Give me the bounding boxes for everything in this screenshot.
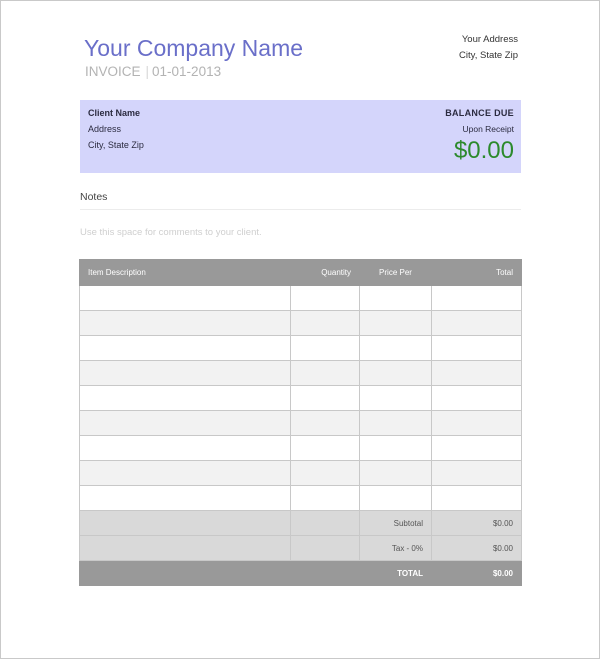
total-row (80, 561, 522, 586)
quantity-cell[interactable] (291, 386, 360, 411)
item-description-cell[interactable] (80, 286, 291, 311)
invoice-title-line (85, 64, 221, 79)
price-per-cell[interactable] (360, 286, 432, 311)
quantity-cell[interactable] (291, 336, 360, 361)
subtotal-blank-cell (291, 511, 360, 536)
price-per-cell[interactable] (360, 486, 432, 511)
company-city-state-zip: City, State Zip (459, 50, 518, 61)
price-per-cell[interactable] (360, 361, 432, 386)
quantity-cell[interactable] (291, 486, 360, 511)
quantity-cell[interactable] (291, 311, 360, 336)
quantity-cell[interactable] (291, 436, 360, 461)
total-cell[interactable] (432, 311, 522, 336)
item-description-cell[interactable] (80, 311, 291, 336)
client-city-state-zip: City, State Zip (88, 140, 144, 150)
item-description-cell[interactable] (80, 411, 291, 436)
tax-blank-cell (291, 536, 360, 561)
quantity-cell[interactable] (291, 461, 360, 486)
total-cell[interactable] (432, 336, 522, 361)
client-address: Address (88, 124, 122, 134)
total-cell[interactable] (432, 286, 522, 311)
items-table-header (80, 260, 522, 286)
notes-field[interactable]: Use this space for comments to your client. (80, 227, 262, 238)
item-description-cell[interactable] (80, 361, 291, 386)
table-row (80, 461, 522, 486)
balance-due-label: BALANCE DUE (445, 108, 514, 118)
table-row (80, 436, 522, 461)
table-row (80, 336, 522, 361)
column-header-price-per: Price Per (360, 260, 432, 286)
total-cell[interactable] (432, 461, 522, 486)
invoice-date: 01-01-2013 (152, 64, 222, 79)
invoice-label: INVOICE (85, 64, 141, 79)
total-cell[interactable] (432, 386, 522, 411)
tax-value: $0.00 (432, 536, 522, 561)
item-description-cell[interactable] (80, 336, 291, 361)
column-header-item-description: Item Description (80, 260, 291, 286)
item-description-cell[interactable] (80, 486, 291, 511)
subtotal-value: $0.00 (432, 511, 522, 536)
notes-title: Notes (80, 191, 108, 203)
price-per-cell[interactable] (360, 386, 432, 411)
item-description-cell[interactable] (80, 436, 291, 461)
table-row (80, 286, 522, 311)
balance-due-amount: $0.00 (453, 137, 514, 164)
price-per-cell[interactable] (360, 311, 432, 336)
total-cell[interactable] (432, 436, 522, 461)
total-cell[interactable] (432, 361, 522, 386)
total-cell[interactable] (432, 486, 522, 511)
table-row (80, 311, 522, 336)
company-address: Your Address (461, 34, 518, 45)
table-row (80, 486, 522, 511)
total-label: TOTAL (360, 561, 432, 586)
table-row (80, 361, 522, 386)
total-blank-cell (80, 561, 360, 586)
price-per-cell[interactable] (360, 411, 432, 436)
total-cell[interactable] (432, 411, 522, 436)
price-per-cell[interactable] (360, 436, 432, 461)
tax-blank-cell (80, 536, 291, 561)
items-table (79, 259, 522, 586)
client-name: Client Name (88, 108, 141, 118)
column-header-quantity: Quantity (291, 260, 360, 286)
column-header-total: Total (432, 260, 522, 286)
item-description-cell[interactable] (80, 386, 291, 411)
company-name: Your Company Name (84, 35, 304, 61)
quantity-cell[interactable] (291, 286, 360, 311)
total-value: $0.00 (432, 561, 522, 586)
client-balance-band (80, 100, 521, 173)
subtotal-row (80, 511, 522, 536)
subtotal-blank-cell (80, 511, 291, 536)
item-description-cell[interactable] (80, 461, 291, 486)
payment-terms: Upon Receipt (462, 124, 514, 134)
tax-row (80, 536, 522, 561)
subtotal-label: Subtotal (360, 511, 432, 536)
price-per-cell[interactable] (360, 461, 432, 486)
quantity-cell[interactable] (291, 361, 360, 386)
invoice-separator: | (145, 64, 150, 79)
quantity-cell[interactable] (291, 411, 360, 436)
table-row (80, 411, 522, 436)
notes-divider (80, 209, 521, 210)
price-per-cell[interactable] (360, 336, 432, 361)
tax-label: Tax - 0% (360, 536, 432, 561)
table-row (80, 386, 522, 411)
